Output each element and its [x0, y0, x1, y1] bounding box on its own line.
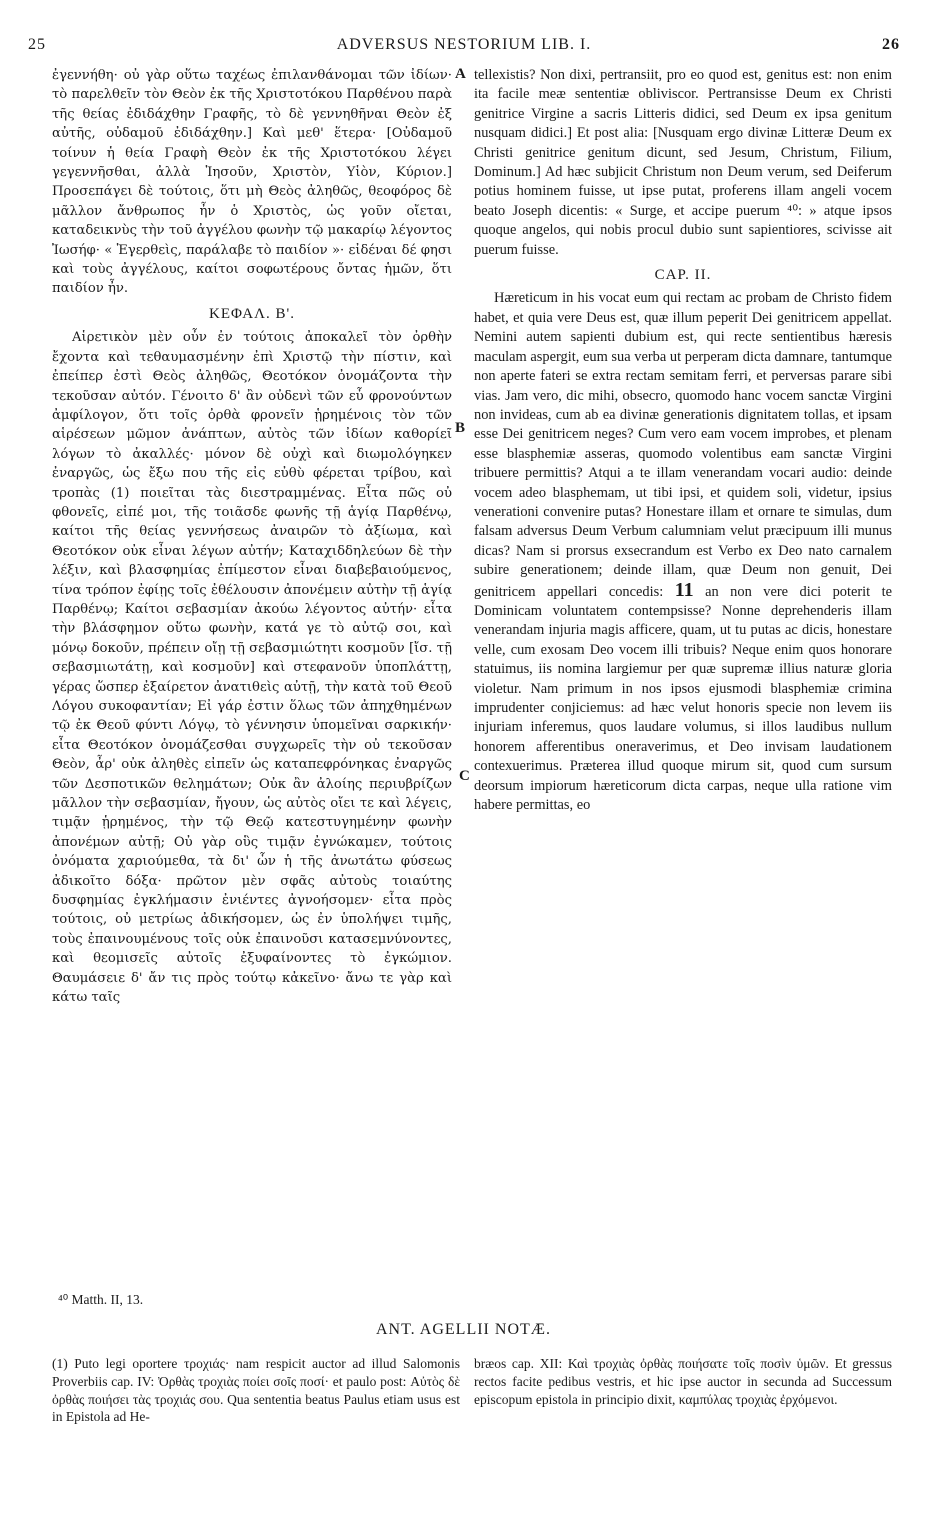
latin-paragraph-2 [474, 289, 892, 815]
latin-paragraph-1: tellexistis? Non dixi, pertransiit, pro eo quod est, genitus est: non enim ita facile meæ sententiæ obliviscor. Pertransisse Deum ex Christi genitrice Virgine a sacris Litteris didici, sed Deum ex ipsa genitum nusquam didici.] Et post alia: [Nusquam ergo divinæ Litteræ Deum ex Christi genitrice genitum dicunt, sed Jesum, Christum, Filium, Dominum.] Ad hæc subjicit Christum non Deum verum, sed Deiferum potius hominem fuisse, ut ipse putat, proferens illam angeli vocem beato Joseph dicentis: « Surge, et accipe puerum ⁴⁰: » atque ipsos quoque angelos, qui nobis procul dubio sunt sapientiores, scivisse ait puerum fuisse. [474, 67, 892, 258]
running-header [28, 36, 900, 60]
greek-paragraph-1: ἐγεννήθη· οὐ γὰρ οὕτω ταχέως ἐπιλανθάνομαι τῶν ἰδίων· τὸ παρελθεῖν τὸν Θεὸν ἐκ τῆς Χριστοτόκου Παρθένου παρὰ τῆς θείας ἐδιδάχθην Γραφῆς, τὸ δὲ γεννηθῆναι Θεὸν ἐξ αὐτῆς, οὐδαμοῦ ἐδιδάχθην.] Καὶ μεθ' ἕτερα· [Οὐδαμοῦ τοίνυν ἡ θεία Γραφὴ Θεὸν ἐκ τῆς Χριστοτόκου λέγει γεγεννῆσθαι, ἀλλὰ Ἰησοῦν, Χριστὸν, Υἱὸν, Κύριον.] Προσεπάγει δὲ τούτοις, ὅτι μὴ Θεὸς ἀληθῶς, θεοφόρος δὲ μᾶλλον ἄνθρωπος ἦν ὁ Χριστὸς, ὡς γοῦν οἴεται, καταδεικνὺς τὴν τοῦ ἀγγέλου φωνὴν τῷ μακαρίῳ λέγοντος Ἰωσήφ· « Ἐγερθεὶς, παράλαβε τὸ παιδίον »· εἰδέναι δέ φησι καὶ τοὺς ἀγγέλους, καίτοι σοφωτέρους ὄντας ἡμῶν, ὅτι παιδίον ἦν. [52, 68, 452, 297]
margin-marker-a: A [455, 66, 466, 82]
greek-column [52, 66, 452, 1008]
latin-paragraph-2-part-a: Hæreticum in his vocat eum qui rectam ac probam de Christo fidem habet, et quia vere Deus est, quæ illum peperit Dei genitricem appellat. Nemini autem sapienti dubium est, qui recte sentientibus hæresis maculam aspergit, eum sua verba ut perperam dicta damnare, tantumque non aperte fateri se extra rectam semitam ferri, et perversas parare sibi vias. Jam vero, dic mihi, obsecro, quomodo hanc vocem sanctæ Virgini non invideas, cum ab ea divinæ generationis dignitatem tollas, et ipsam esse Dei genitricem neges? Cum vero eam vocem improbes, et plenam esse blasphemiæ asseras, quomodo volentibus eam sanctæ Virgini tribuere permittis? Atqui a te illam venerandam vocari audio: deinde vocem adeo blasphemam, ut tibi ipsi, et quidem soli, videtur, ipsius venerationi convenire putas? Honestare illam et ornare te simulas, dum falsam adversus Deum Verbum calumniam velut præcipuum illi munus dicas? Nam si prorsus exsecrandum est Verbo ex Deo nato carnalem subire generationem; deinde illam, quæ Deum non genuit, Dei genitricem appellari concedis: [474, 290, 892, 600]
footnote: ⁴⁰ Matth. II, 13. [58, 1292, 144, 1307]
notes-title: ANT. AGELLII NOTÆ. [375, 1321, 551, 1338]
latin-paragraph-2-part-b: an non vere dici poterit te Dominicam voluntatem contempsisse? Nonne deprehenderis illam venerandam injuria magis afficere, quam, ut tu putas ac dicis, honestare velle, cum exosam Deo vocem illi tribuis? Neque enim quos honorare statuimus, iis nomina largiemur per quæ supremæ illius naturæ gloria violetur. Nam primum in nos ipsos ejusmodi blasphemiæ crimina imprudenter conjiciemus: ad hæc velut honoris specie non levem iis injuriam inferemus, quos laudare volumus, si illos laudibus nullum honorem afferentibus oneraverimus, et Deo invisam laudationem contexuerimus. Præterea illud quoque mirum sit, quod cum sursum deorsum impiorum hæreticorum dicta carpas, neque ulla ratione vim habere permittas, eo [474, 583, 893, 814]
margin-marker-c: C [459, 768, 470, 784]
right-page-number: 26 [882, 36, 900, 53]
left-page-number: 25 [28, 36, 46, 53]
running-title: ADVERSUS NESTORIUM LIB. I. [336, 36, 592, 53]
latin-chapter-heading: CAP. II. [654, 267, 712, 284]
greek-paragraph-2: Αἱρετικὸν μὲν οὖν ἐν τούτοις ἀποκαλεῖ τὸν ὀρθὴν ἔχοντα καὶ τεθαυμασμένην ἐπὶ Χριστῷ τὴν πίστιν, καὶ ἐπείπερ ἐστὶ Θεὸς ἀληθῶς, Θεοτόκον ὀνομάζοντα τὴν τεκοῦσαν αὐτόν. Γένοιτο δ' ἂν οὐδενὶ τῶν εὖ φρονούντων ἀμφίλογον, ὅτι τοῖς ὀρθὰ φρονεῖν ᾑρημένοις τὸν τῶν αἱρέσεων μῶμον ἀνάπτων, αὐτὸς τῶν ἰδίων καθορίεῖ λόγων τὸ ἀκαλλές· μόνον δὲ οὐχὶ καὶ διωμολόγηκεν ἐναργῶς, ὡς ἔξω που τῆς εἰς εὐθὺ φέρεται τρίβου, καὶ τροπὰς (1) ποιεῖται τὰς διεστραμμένας. Εἶτα πῶς οὐ φθονεῖς, εἰπέ μοι, τῆς τοιᾶσδε φωνῆς τῇ ἁγίᾳ Παρθένῳ, καίτοι τῆς θείας γεννήσεως ἀναιρῶν τὸ ἀξίωμα, καὶ Θεοτόκον οὐκ εἶναι λέγων αὐτήν; Καταχιδδηλεύων δὲ τὴν λέξιν, καὶ βλασφημίας ἐπίμεστον εἶναι διαβεβαιούμενος, τίνα τρόπον ἐφίῃς τοῖς ἐθέλουσιν ἀπονέμειν αὐτὴν τῇ ἁγίᾳ Παρθένῳ; Καίτοι σεβασμίαν ἀκούω λέγοντος αὐτήν· εἶτα τὴν βλάσφημον οὕτω φωνὴν, κατά γε τὸ αὐτῷ σοι, καὶ μόνῳ δοκοῦν, πρέπειν οἴῃ τῇ σεβασμιώτητι κοσμοῦν [ἴσ. τῇ σεβασμιωτάτῃ, καὶ κοσμοῦν] καὶ στεφανοῦν ὑποπλάττῃ, γέρας ὥσπερ ἐξαίρετον ἀνατιθεὶς αὐτῇ, τὴν κατὰ τοῦ Θεοῦ Λόγου συκοφαντίαν; Εἰ γάρ ἐστιν ὅλως τῶν ἀπηχθημένων τῷ ἐκ Θεοῦ φύντι Λόγῳ, τὸ γέννησιν ὑπομεῖναι σαρκικήν· εἶτα Θεοτόκον ὀνομάζεσθαι συγχωρεῖς τὴν οὐ τεκοῦσαν Θεὸν, ἆρ' οὐκ ἀληθὲς εἰπεῖν ὡς καταπεφρόνηκας ἐναργῶς τῶν Δεσποτικῶν θελημάτων; Οὐκ ἂν ἀλοίης περιυβρίζων μᾶλλον τὴν σεβασμίαν, ἤγουν, ὡς αὐτὸς οἴει τε καὶ λέγεις, τιμᾷν ᾑρημένος, τὴν τῷ Θεῷ κατεστυγημένην φωνὴν ἀπονέμων αὐτῇ; Οὐ γὰρ οὓς τιμᾷν ἐγνώκαμεν, τούτοις ὀνόματα χαριούμεθα, τὰ δι' ὧν ἡ τῆς ἀνωτάτω φύσεως ἀδικοῖτο δόξα· πρῶτον μὲν σφᾶς αὐτοὺς τοιαύτης δυσφημίας ἐγκλήμασιν ἐνιέντες ἀγνοήσομεν· εἶτα πρὸς τούτοις, οὐ μετρίως ἀδικήσομεν, ὡς ἐν ὑπολήψει τιμῆς, τοὺς ἐπαινουμένους τοῖς οὐκ ἐπαινοῦσι κατασεμνύνοντες, καὶ θεομισεῖς αὐτοῖς ἐξυφαίνοντες τὸ ἐγκώμιον. Θαυμάσειε δ' ἄν τις πρὸς τούτῳ κἀκεῖνο· ἄνω τε γὰρ καὶ κάτω ταῖς [52, 330, 452, 1006]
notes-left-column: (1) Puto legi oportere τροχιάς· nam respicit auctor ad illud Salomonis Proverbiis cap. IV: Ὀρθὰς τροχιὰς ποίει σοῖς ποσί· et paulo post: Αὐτὸς δὲ ὀρθὰς ποιήσει τὰς τροχιάς σου. Qua sententia beatus Paulus etiam usus est in Epistola ad He- [52, 1356, 460, 1425]
column-number-marker: 11 [674, 578, 694, 601]
notes-right-column: bræos cap. XII: Καὶ τροχιὰς ὀρθὰς ποιήσατε τοῖς ποσὶν ὑμῶν. Et gressus rectos facite pedibus vestris, et hic ipse auctor in secunda ad Successum episcopum epistola in principio dixit, καμπύλας τροχιὰς ἐρχόμενοι. [474, 1356, 892, 1407]
latin-column [474, 66, 892, 815]
margin-marker-b: B [455, 420, 466, 436]
greek-chapter-heading: ΚΕΦΑΛ. Β'. [209, 305, 295, 322]
